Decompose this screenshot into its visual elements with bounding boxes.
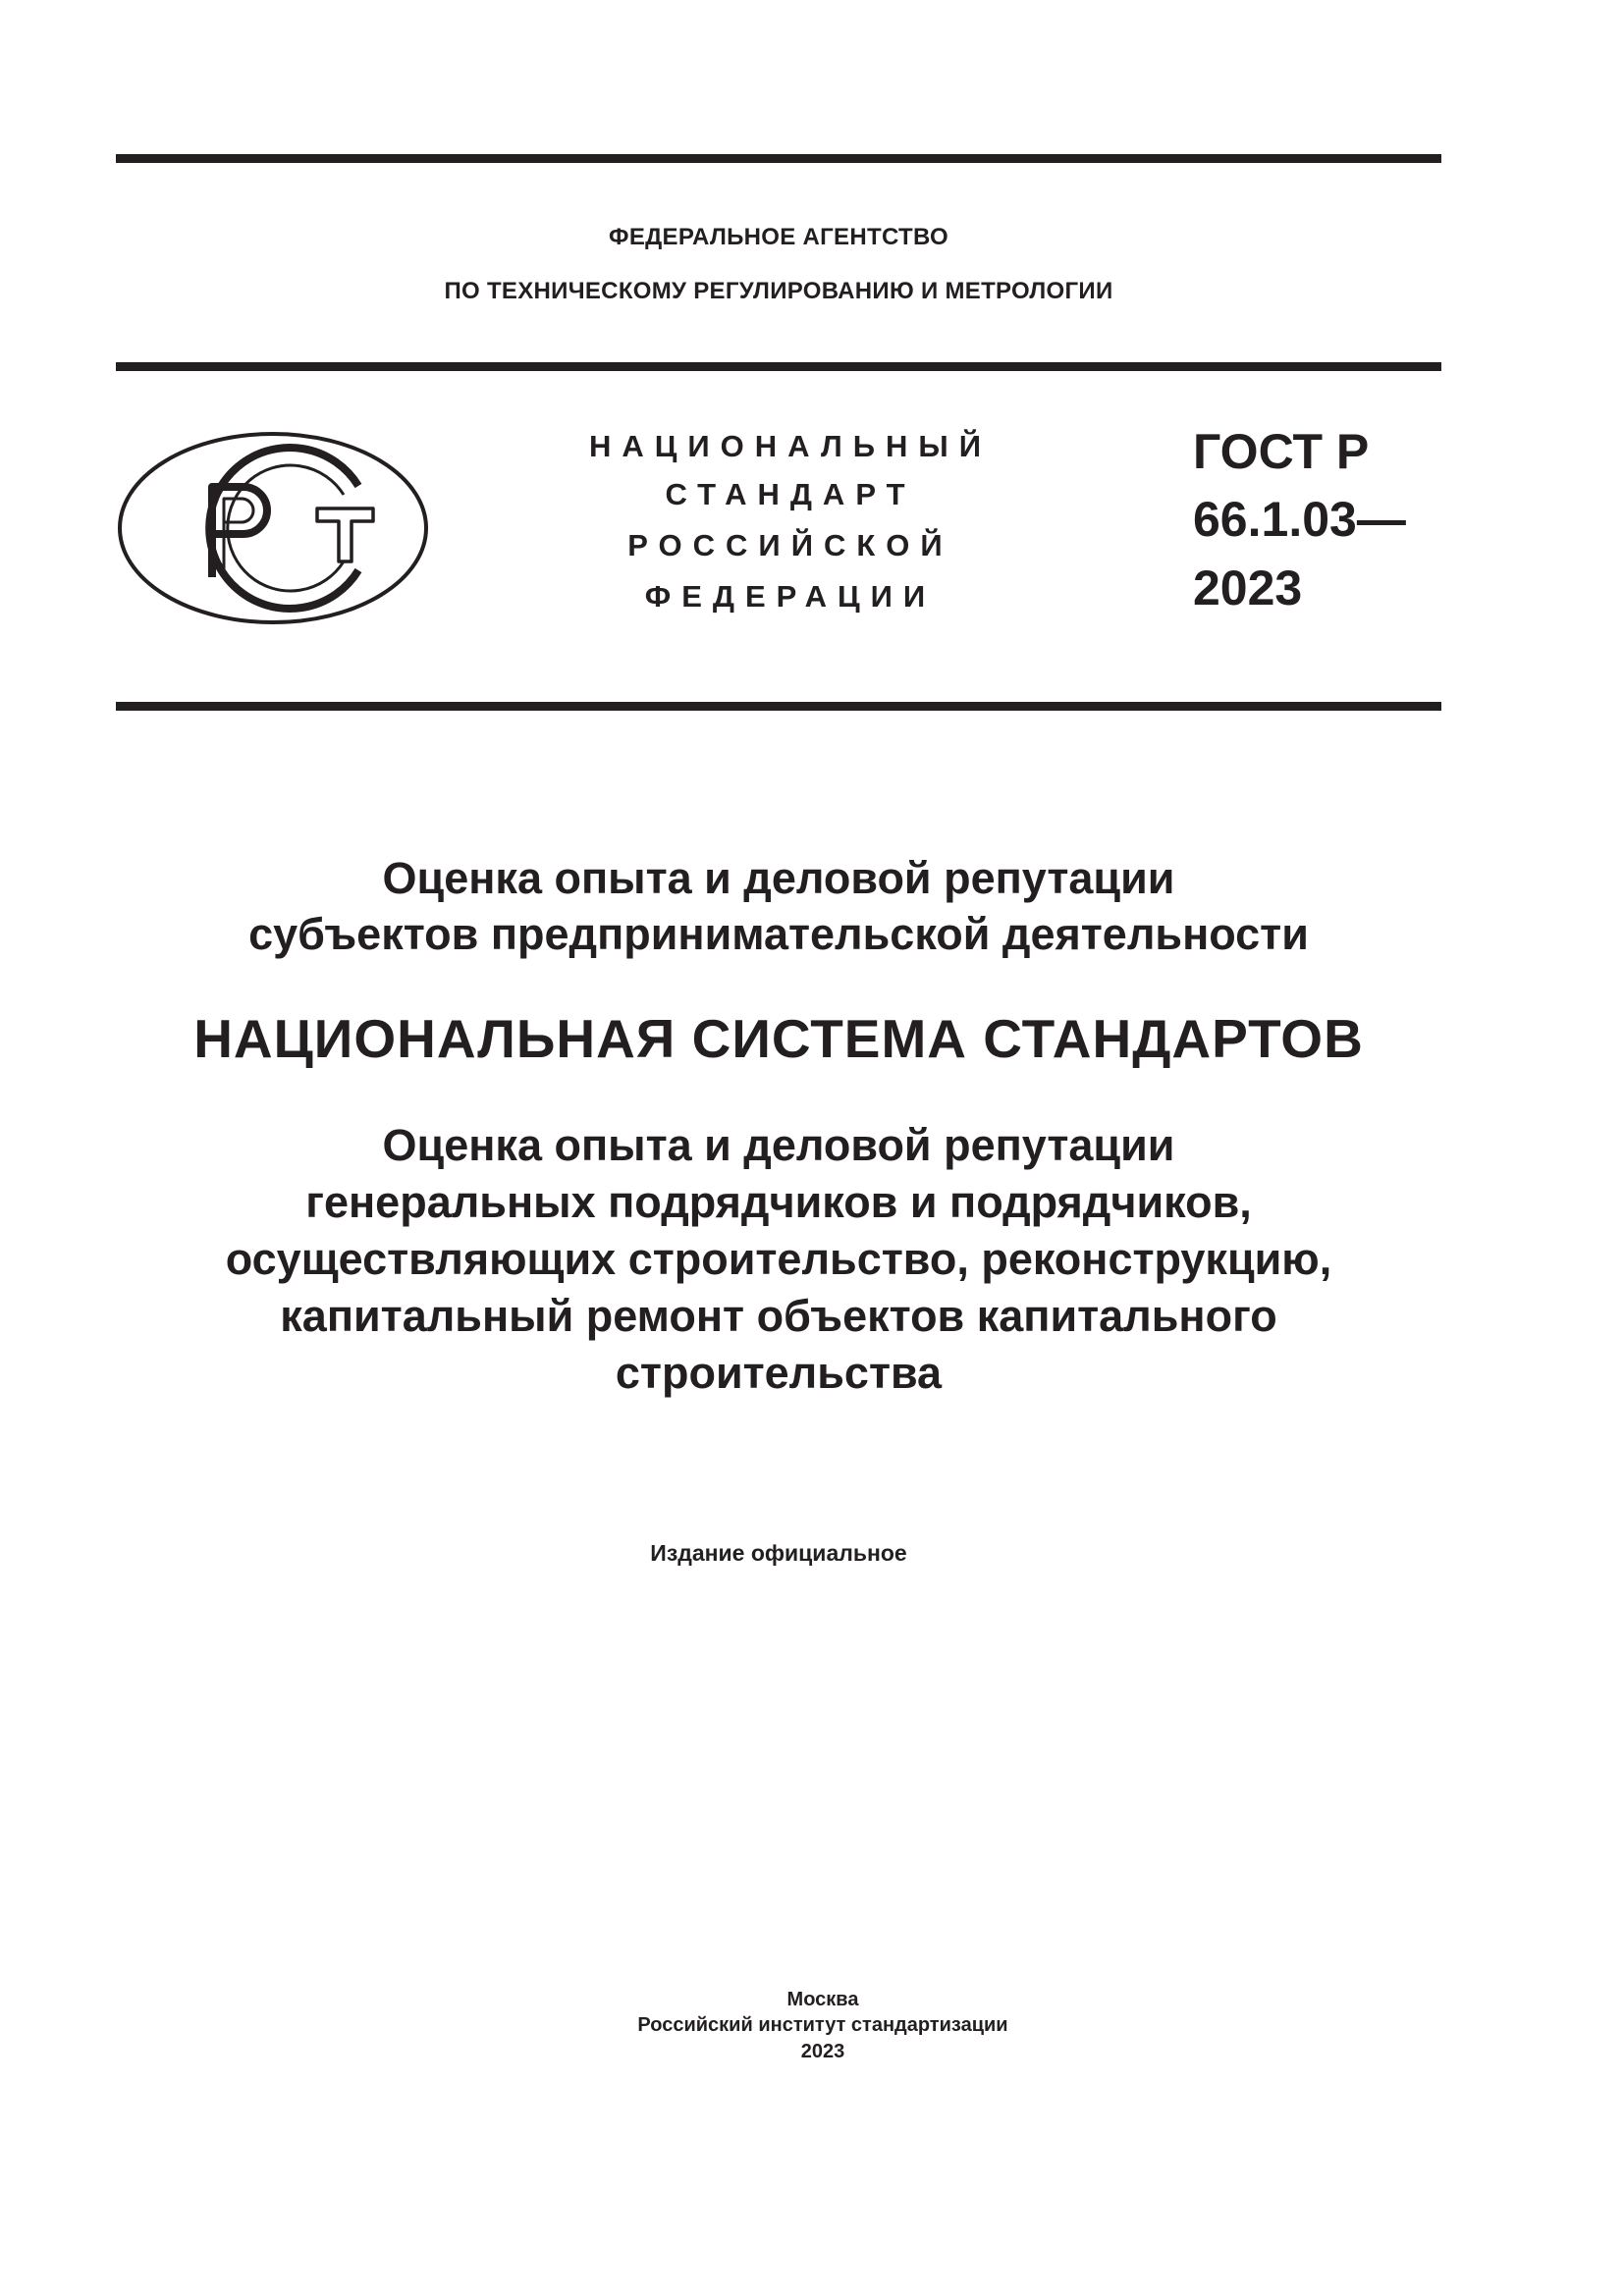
standard-type-line-3: РОССИЙСКОЙ [627,528,953,562]
edition-label: Издание официальное [650,1540,907,1566]
middle-rule [116,362,1441,371]
designation-prefix: ГОСТ Р [1193,424,1370,479]
main-title-line: субъектов предпринимательской деятельности [248,909,1309,959]
sub-title [116,1117,1441,1402]
system-title [116,1006,1441,1071]
designation-number: 66.1.03— [1193,492,1406,547]
standard-type-line-2: СТАНДАРТ [665,477,916,511]
rst-logo-icon [116,430,430,626]
agency-name-line-2: ПО ТЕХНИЧЕСКОМУ РЕГУЛИРОВАНИЮ И МЕТРОЛОГИИ [444,278,1113,304]
top-rule [116,154,1441,163]
standard-type-line-1: НАЦИОНАЛЬНЫЙ [588,429,993,463]
imprint-publisher: Российский институт стандартизации [637,2014,1008,2036]
main-title [116,850,1441,962]
sub-title-line: капитальный ремонт объектов капитального [280,1291,1277,1341]
sub-title-line: Оценка опыта и деловой репутации [382,1120,1175,1170]
system-title-line: НАЦИОНАЛЬНАЯ СИСТЕМА СТАНДАРТОВ [193,1008,1364,1069]
designation-year: 2023 [1193,561,1303,615]
sub-title-line: строительства [615,1348,943,1398]
sub-title-line: генеральных подрядчиков и подрядчиков, [305,1177,1252,1227]
sub-title-line: осуществляющих строительство, реконструкцию, [225,1234,1332,1284]
imprint-city: Москва [786,1989,859,2010]
standard-type-line-4: ФЕДЕРАЦИИ [644,579,937,614]
lower-rule [116,702,1441,711]
main-title-line: Оценка опыта и деловой репутации [382,853,1175,903]
agency-name-line-1: ФЕДЕРАЛЬНОЕ АГЕНТСТВО [609,224,948,250]
imprint-year: 2023 [800,2041,845,2062]
